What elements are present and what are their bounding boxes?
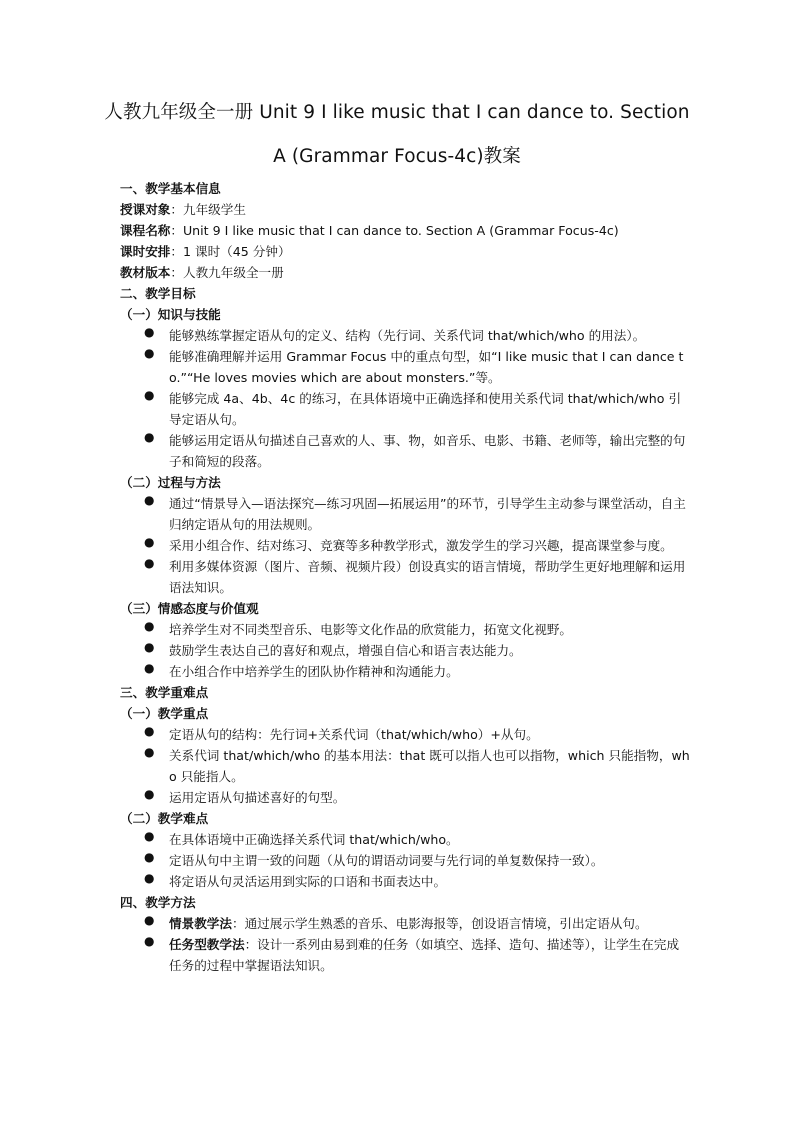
bullet-icon: ●	[144, 724, 155, 738]
document-body	[120, 178, 690, 976]
list-item: ● 鼓励学生表达自己的喜好和观点，增强自信心和语言表达能力。	[144, 640, 522, 658]
bullet-icon: ●	[144, 556, 155, 570]
subsection-heading-knowledge: （一）知识与技能	[120, 307, 221, 322]
bullet-icon: ●	[144, 787, 155, 801]
list-item	[120, 934, 690, 976]
subsection-heading-values: （三）情感态度与价值观	[120, 601, 259, 616]
bullet-icon: ●	[144, 346, 155, 360]
bullet-icon: ●	[144, 871, 155, 885]
list-item: ● 能够完成 4a、4b、4c 的练习，在具体语境中正确选择和使用关系代词 that/which/who 引导定语从句。	[144, 388, 682, 427]
info-row-edition	[120, 262, 690, 283]
list-item: ● 能够熟练掌握定语从句的定义、结构（先行词、关系代词 that/which/who 的用法）。	[144, 325, 646, 343]
bullet-icon: ●	[144, 640, 155, 654]
document-title-line-2: A (Grammar Focus-4c)教案	[273, 146, 521, 167]
section-heading-objectives: 二、教学目标	[120, 286, 196, 301]
info-key: 课程名称	[120, 223, 171, 238]
subsection-heading-difficulties: （二）教学难点	[120, 811, 209, 826]
method-desc: ：通过展示学生熟悉的音乐、电影海报等，创设语言情境，引出定语从句。	[231, 916, 648, 931]
list-item: ● 定语从句的结构：先行词+关系代词（that/which/who）+从句。	[144, 724, 539, 742]
info-row-course-name	[120, 220, 690, 241]
section-heading-basic-info: 一、教学基本信息	[120, 181, 221, 196]
bullet-icon: ●	[144, 850, 155, 864]
list-item: ● 在小组合作中培养学生的团队协作精神和沟通能力。	[144, 661, 459, 679]
bullet-icon: ●	[144, 619, 155, 633]
list-item: ● 能够运用定语从句描述自己喜欢的人、事、物，如音乐、电影、书籍、老师等，输出完整的句子和简短的段落。	[144, 430, 686, 469]
list-item: ● 将定语从句灵活运用到实际的口语和书面表达中。	[144, 871, 447, 889]
subsection-heading-focus: （一）教学重点	[120, 706, 209, 721]
info-value: ：九年级学生	[170, 202, 246, 217]
list-item: ● 关系代词 that/which/who 的基本用法：that 既可以指人也可以指物，which 只能指物，who 只能指人。	[144, 745, 690, 784]
bullet-icon: ●	[144, 388, 155, 402]
bullet-icon: ●	[144, 745, 155, 759]
bullet-icon: ●	[144, 430, 155, 444]
list-item: ● 采用小组合作、结对练习、竞赛等多种教学形式，激发学生的学习兴趣，提高课堂参与度。	[144, 535, 673, 553]
list-item: ● 在具体语境中正确选择关系代词 that/which/who。	[144, 829, 459, 847]
method-name: 情景教学法	[169, 916, 232, 931]
list-item: ● 利用多媒体资源（图片、音频、视频片段）创设真实的语言情境，帮助学生更好地理解和运用语法知识。	[144, 556, 686, 595]
info-value: ：1 课时（45 分钟）	[170, 244, 291, 259]
bullet-icon: ●	[144, 325, 155, 339]
section-heading-methods: 四、教学方法	[120, 895, 196, 910]
list-item: ● 通过“情景导入—语法探究—练习巩固—拓展运用”的环节，引导学生主动参与课堂活动，自主归纳定语从句的用法规则。	[144, 493, 686, 532]
bullet-icon: ●	[144, 934, 155, 948]
method-desc: ：设计一系列由易到难的任务（如填空、选择、造句、描述等），让学生在完成任务的过程中掌握语法知识。	[169, 937, 680, 973]
info-key: 授课对象	[120, 202, 171, 217]
bullet-icon: ●	[144, 493, 155, 507]
info-value: ：Unit 9 I like music that I can dance to. Section A (Grammar Focus-4c)	[170, 223, 619, 238]
document-title-line-1: 人教九年级全一册 Unit 9 I like music that I can dance to. Section	[104, 102, 690, 123]
info-key: 教材版本	[120, 265, 171, 280]
subsection-heading-process: （二）过程与方法	[120, 475, 221, 490]
info-row-audience	[120, 199, 690, 220]
section-heading-key-points: 三、教学重难点	[120, 685, 209, 700]
list-item: ● 培养学生对不同类型音乐、电影等文化作品的欣赏能力，拓宽文化视野。	[144, 619, 572, 637]
bullet-icon: ●	[144, 661, 155, 675]
list-item: ● 运用定语从句描述喜好的句型。	[144, 787, 346, 805]
bullet-icon: ●	[144, 535, 155, 549]
bullet-icon: ●	[144, 829, 155, 843]
list-item: ● 定语从句中主谓一致的问题（从句的谓语动词要与先行词的单复数保持一致）。	[144, 850, 604, 868]
info-key: 课时安排	[120, 244, 171, 259]
method-name: 任务型教学法	[169, 937, 245, 952]
info-value: ：人教九年级全一册	[170, 265, 284, 280]
list-item: ● 能够准确理解并运用 Grammar Focus 中的重点句型，如“I like music that I can dance to.”“He loves movies which are about monsters.”等。	[144, 346, 684, 385]
list-item	[120, 913, 690, 934]
bullet-icon: ●	[144, 913, 155, 927]
info-row-schedule	[120, 241, 690, 262]
